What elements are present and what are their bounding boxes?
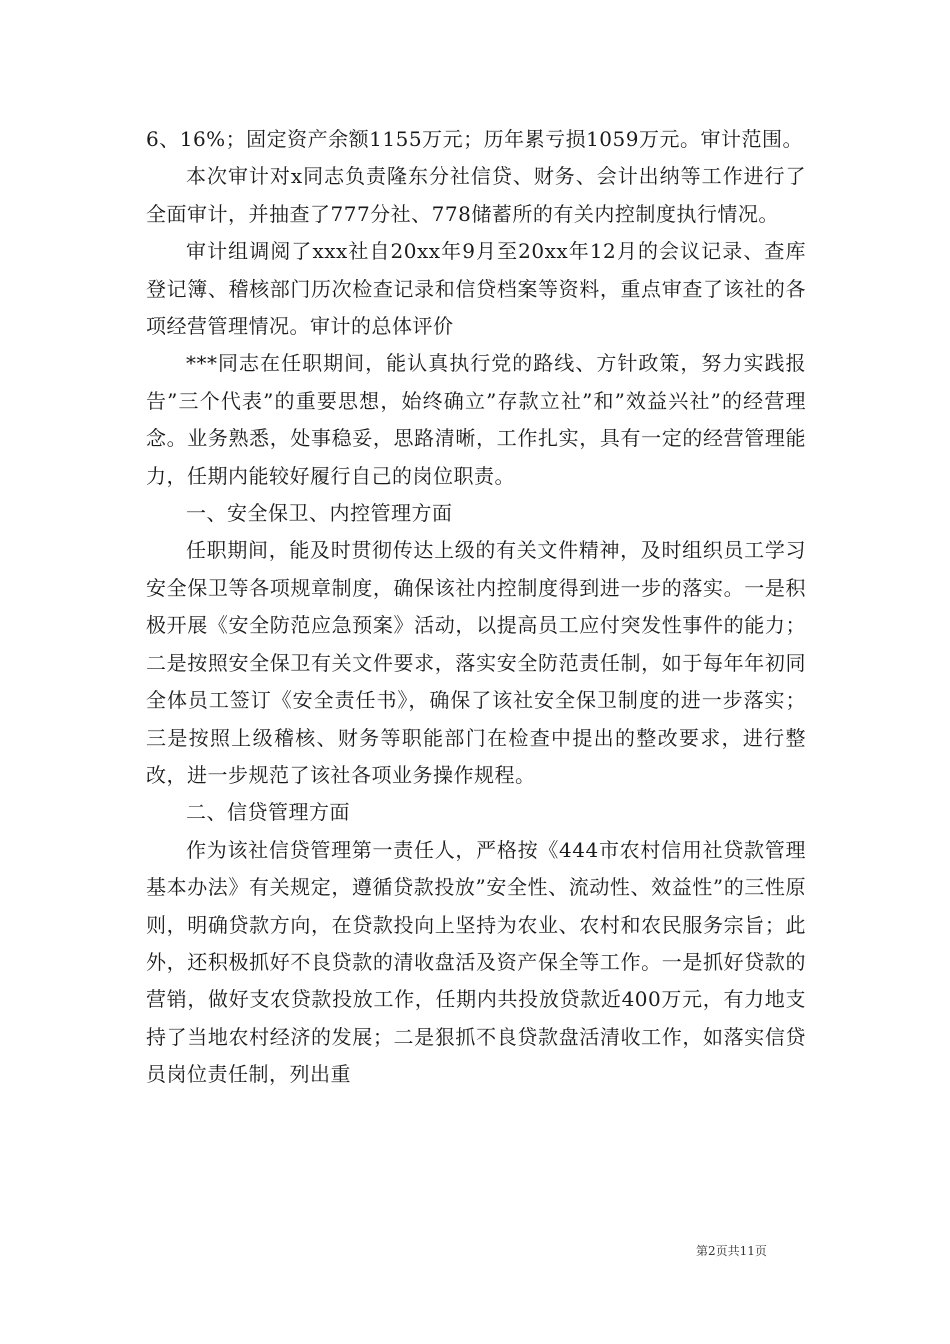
paragraph: ***同志在任职期间，能认真执行党的路线、方针政策，努力实践报告”三个代表”的重要思想，始终确立”存款立社”和”效益兴社”的经营理念。业务熟悉，处事稳妥，思路清晰，工作扎实，具有一定的经营管理能力，任期内能较好履行自己的岗位职责。: [146, 351, 806, 488]
paragraph: 任职期间，能及时贯彻传达上级的有关文件精神，及时组织员工学习安全保卫等各项规章制度，确保该社内控制度得到进一步的落实。一是积极开展《安全防范应急预案》活动，以提高员工应付突发性事件的能力；二是按照安全保卫有关文件要求，落实安全防范责任制，如于每年年初同全体员工签订《安全责任书》，确保了该社安全保卫制度的进一步落实；三是按照上级稽核、财务等职能部门在检查中提出的整改要求，进行整改，进一步规范了该社各项业务操作规程。: [146, 538, 806, 787]
section-heading: 一、安全保卫、内控管理方面: [186, 501, 453, 526]
paragraph: 本次审计对x同志负责隆东分社信贷、财务、会计出纳等工作进行了全面审计，并抽查了777分社、778储蓄所的有关内控制度执行情况。: [146, 164, 806, 226]
paragraph: 作为该社信贷管理第一责任人，严格按《444市农村信用社贷款管理基本办法》有关规定，遵循贷款投放”安全性、流动性、效益性”的三性原则，明确贷款方向，在贷款投向上坚持为农业、农村和农民服务宗旨；此外，还积极抓好不良贷款的清收盘活及资产保全等工作。一是抓好贷款的营销，做好支农贷款投放工作，任期内共投放贷款近400万元，有力地支持了当地农村经济的发展；二是狠抓不良贷款盘活清收工作，如落实信贷员岗位责任制，列出重: [146, 837, 806, 1087]
section-heading: 二、信贷管理方面: [186, 800, 350, 825]
paragraph: 审计组调阅了xxx社自20xx年9月至20xx年12月的会议记录、查库登记簿、稽核部门历次检查记录和信贷档案等资料，重点审查了该社的各项经营管理情况。审计的总体评价: [146, 239, 806, 339]
page-footer: 第2页共11页: [696, 1244, 767, 1258]
paragraph: 6、16%；固定资产余额1155万元；历年累亏损1059万元。审计范围。: [146, 127, 803, 151]
document-body: [146, 121, 806, 1094]
